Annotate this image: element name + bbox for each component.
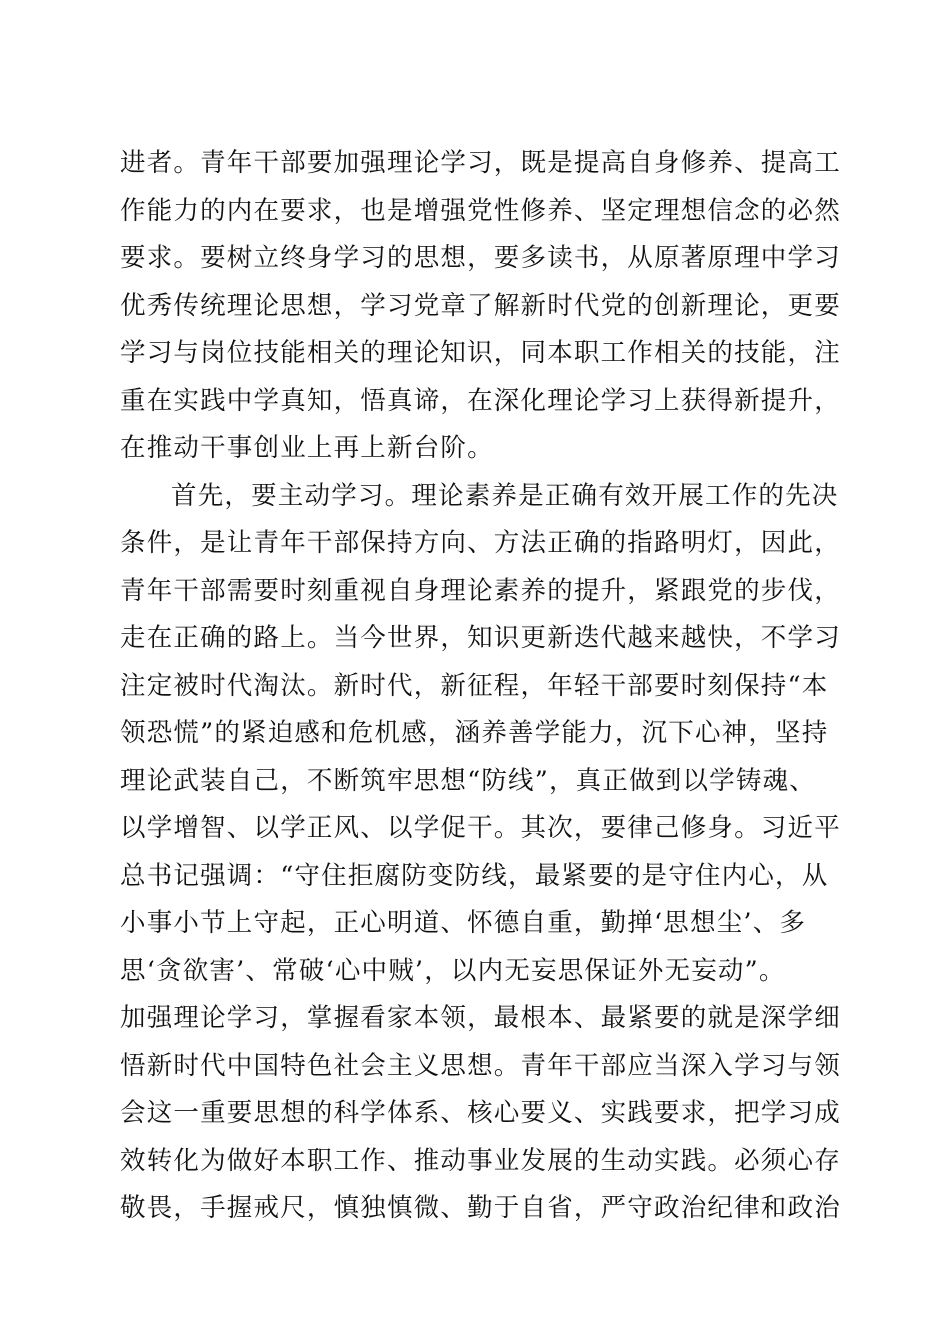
text-line: 进者。青年干部要加强理论学习，既是提高自身修养、提高工 <box>120 148 841 178</box>
text-line: 条件，是让青年干部保持方向、方法正确的指路明灯，因此， <box>120 528 841 558</box>
text-line: 优秀传统理论思想，学习党章了解新时代党的创新理论，更要 <box>120 290 841 321</box>
text-line: 敬畏，手握戒尺，慎独慎微、勤于自省，严守政治纪律和政治 <box>120 1193 841 1223</box>
text-line: 在推动干事创业上再上新台阶。 <box>120 433 494 463</box>
text-line: 重在实践中学真知，悟真谛，在深化理论学习上获得新提升， <box>120 385 841 416</box>
text-line: 加强理论学习，掌握看家本领，最根本、最紧要的就是深学细 <box>120 1003 841 1033</box>
text-line: 走在正确的路上。当今世界，知识更新迭代越来越快，不学习 <box>120 623 841 653</box>
text-line: 理论武装自己，不断筑牢思想“防线”，真正做到以学铸魂、 <box>120 765 816 796</box>
text-line: 领恐慌”的紧迫感和危机感，涵养善学能力，沉下心神，坚持 <box>120 718 829 748</box>
body-text <box>120 140 840 1233</box>
text-line: 以学增智、以学正风、以学促干。其次，要律己修身。习近平 <box>120 813 841 843</box>
text-line: 学习与岗位技能相关的理论知识，同本职工作相关的技能，注 <box>120 338 841 368</box>
text-line: 效转化为做好本职工作、推动事业发展的生动实践。必须心存 <box>120 1145 841 1176</box>
text-line: 青年干部需要时刻重视自身理论素养的提升，紧跟党的步伐， <box>120 575 841 606</box>
text-line: 注定被时代淘汰。新时代，新征程，年轻干部要时刻保持“本 <box>120 670 829 701</box>
text-line: 要求。要树立终身学习的思想，要多读书，从原著原理中学习 <box>120 243 841 273</box>
text-line: 小事小节上守起，正心明道、怀德自重，勤掸‘思想尘’、多 <box>120 908 807 938</box>
text-line: 作能力的内在要求，也是增强党性修养、坚定理想信念的必然 <box>120 195 841 226</box>
text-line: 思‘贪欲害’、常破‘心中贼’，以内无妄思保证外无妄动”。 <box>120 955 786 986</box>
text-line: 会这一重要思想的科学体系、核心要义、实践要求，把学习成 <box>120 1098 841 1128</box>
text-line: 悟新时代中国特色社会主义思想。青年干部应当深入学习与领 <box>120 1050 841 1081</box>
text-line: 总书记强调：“守住拒腐防变防线，最紧要的是守住内心，从 <box>120 860 829 891</box>
paragraph-start-line: 首先，要主动学习。理论素养是正确有效开展工作的先决 <box>171 480 839 511</box>
